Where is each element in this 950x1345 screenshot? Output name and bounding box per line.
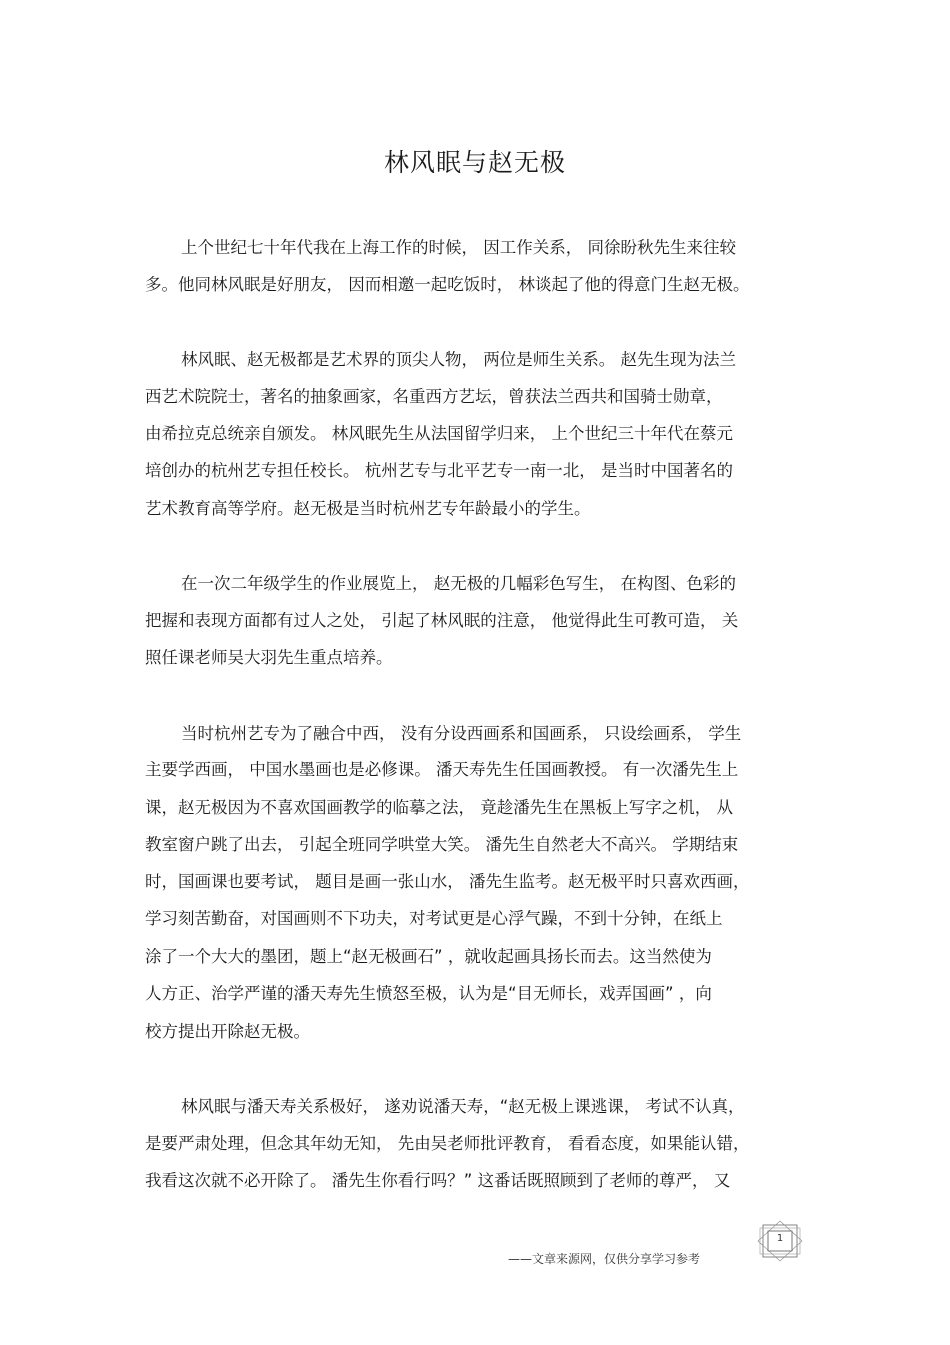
- text-line: 林风眠与潘天寿关系极好， 遂劝说潘天寿，“赵无极上课逃课， 考试不认真，: [181, 1097, 745, 1116]
- text-line: 涂了一个大大的墨团，题上“赵无极画石” ，就收起画具扬长而去。这当然使为: [145, 947, 712, 966]
- page-number-badge: [755, 1220, 805, 1262]
- page-title: 林风眠与赵无极: [383, 148, 566, 177]
- text-line: 培创办的杭州艺专担任校长。 杭州艺专与北平艺专一南一北， 是当时中国著名的: [145, 461, 733, 480]
- text-line: 艺术教育高等学府。赵无极是当时杭州艺专年龄最小的学生。: [145, 499, 591, 518]
- text-line: 照任课老师吴大羽先生重点培养。: [145, 648, 393, 667]
- text-line: 我看这次就不必开除了。 潘先生你看行吗？” 这番话既照顾到了老师的尊严， 又: [145, 1171, 731, 1190]
- text-line: 校方提出开除赵无极。: [145, 1022, 310, 1041]
- text-line: 上个世纪七十年代我在上海工作的时候， 因工作关系， 同徐盼秋先生来往较: [181, 238, 736, 257]
- text-line: 当时杭州艺专为了融合中西， 没有分设西画系和国画系， 只设绘画系， 学生: [181, 724, 742, 743]
- text-line: 是要严肃处理，但念其年幼无知， 先由吴老师批评教育， 看看态度，如果能认错，: [145, 1134, 750, 1153]
- text-line: 人方正、治学严谨的潘天寿先生愤怒至极，认为是“目无师长，戏弄国画” ，向: [145, 984, 712, 1003]
- text-line: 教室窗户跳了出去， 引起全班同学哄堂大笑。 潘先生自然老大不高兴。 学期结束: [145, 835, 739, 854]
- text-line: 多。他同林风眠是好朋友， 因而相邀一起吃饭时， 林谈起了他的得意门生赵无极。: [145, 275, 750, 294]
- text-line: 课，赵无极因为不喜欢国画教学的临摹之法， 竟趁潘先生在黑板上写字之机， 从: [145, 798, 733, 817]
- text-line: 林风眠、赵无极都是艺术界的顶尖人物， 两位是师生关系。 赵先生现为法兰: [181, 350, 736, 369]
- text-line: 学习刻苦勤奋，对国画则不下功夫，对考试更是心浮气躁，不到十分钟，在纸上: [145, 909, 723, 928]
- text-line: 西艺术院院士，著名的抽象画家，名重西方艺坛，曾获法兰西共和国骑士勋章，: [145, 387, 723, 406]
- text-line: 由希拉克总统亲自颁发。 林风眠先生从法国留学归来， 上个世纪三十年代在蔡元: [145, 424, 733, 443]
- source-footnote: ——文章来源网，仅供分享学习参考: [508, 1252, 701, 1266]
- text-line: 把握和表现方面都有过人之处， 引起了林风眠的注意， 他觉得此生可教可造， 关: [145, 611, 739, 630]
- text-line: 时，国画课也要考试， 题目是画一张山水， 潘先生监考。赵无极平时只喜欢西画，: [145, 872, 750, 891]
- text-line: 主要学西画， 中国水墨画也是必修课。 潘天寿先生任国画教授。 有一次潘先生上: [145, 760, 739, 779]
- text-line: 在一次二年级学生的作业展览上， 赵无极的几幅彩色写生， 在构图、色彩的: [181, 574, 736, 593]
- page-number: 1: [776, 1233, 784, 1244]
